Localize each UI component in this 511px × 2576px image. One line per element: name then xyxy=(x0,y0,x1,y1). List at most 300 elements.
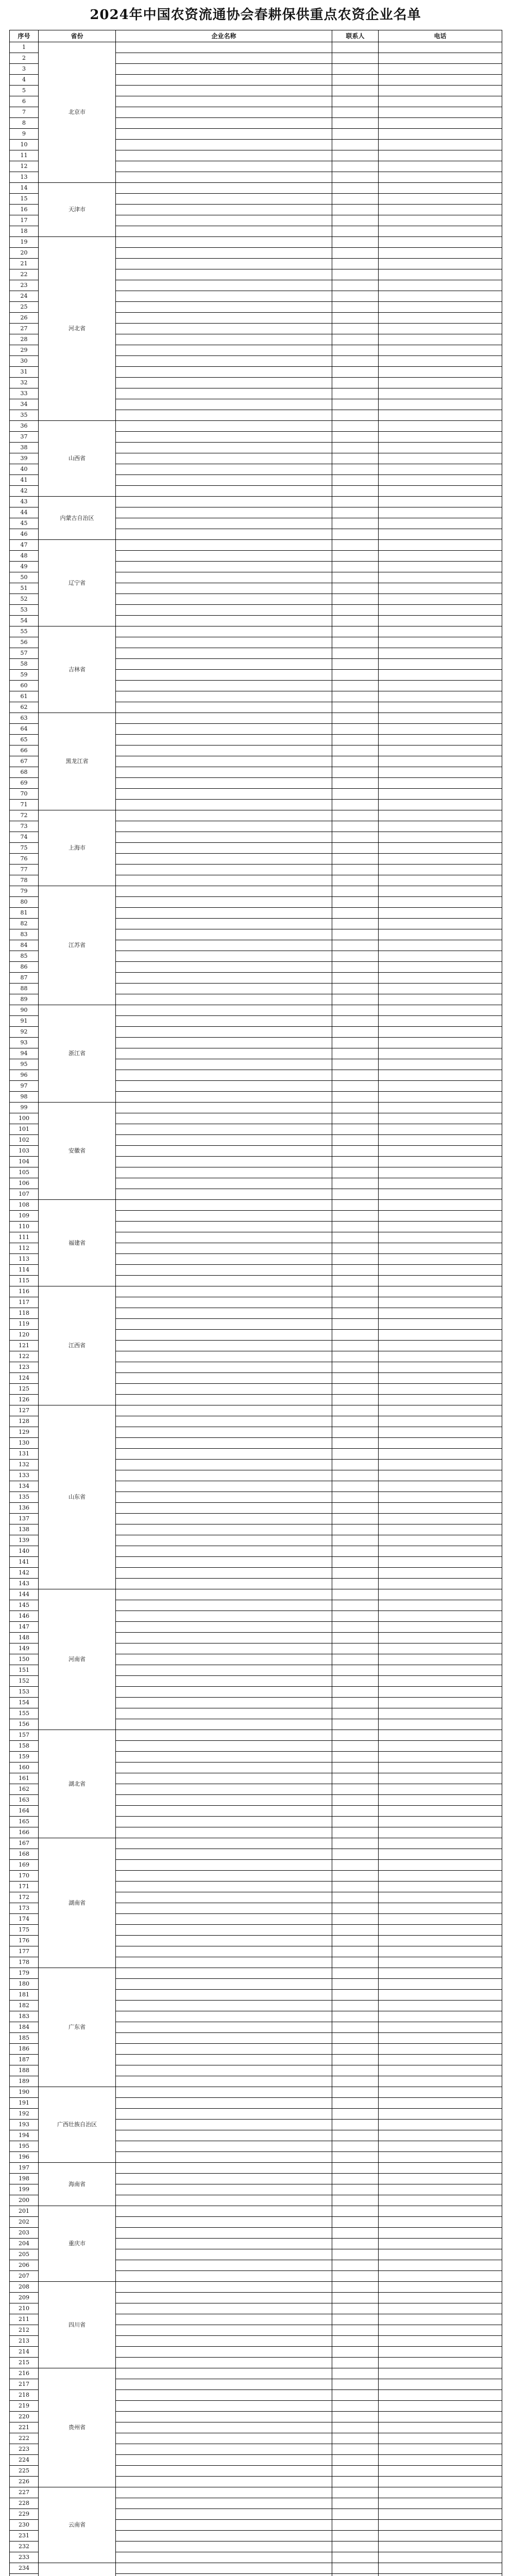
company-cell xyxy=(116,2368,332,2379)
contact-cell xyxy=(332,832,379,843)
row-index-cell: 115 xyxy=(10,1276,39,1286)
company-cell xyxy=(116,1535,332,1546)
table-row xyxy=(10,237,502,248)
company-cell xyxy=(116,2509,332,2520)
contact-cell xyxy=(332,1990,379,2001)
row-index-cell: 58 xyxy=(10,659,39,670)
row-index-cell: 4 xyxy=(10,75,39,86)
company-cell xyxy=(116,1059,332,1070)
phone-cell xyxy=(379,1222,502,1232)
contact-cell xyxy=(332,248,379,259)
phone-cell xyxy=(379,2260,502,2271)
row-index-cell: 47 xyxy=(10,540,39,551)
row-index-cell: 183 xyxy=(10,2011,39,2022)
phone-cell xyxy=(379,745,502,756)
phone-cell xyxy=(379,324,502,334)
contact-cell xyxy=(332,399,379,410)
phone-cell xyxy=(379,464,502,475)
province-cell: 湖北省 xyxy=(39,1730,116,1838)
row-index-cell: 216 xyxy=(10,2368,39,2379)
company-cell xyxy=(116,475,332,486)
row-index-cell: 42 xyxy=(10,486,39,497)
contact-cell xyxy=(332,2076,379,2087)
company-cell xyxy=(116,2531,332,2541)
phone-cell xyxy=(379,1990,502,2001)
company-cell xyxy=(116,64,332,75)
row-index-cell: 70 xyxy=(10,789,39,800)
company-cell xyxy=(116,1817,332,1827)
row-index-cell: 130 xyxy=(10,1438,39,1449)
contact-cell xyxy=(332,2239,379,2249)
company-cell xyxy=(116,1633,332,1643)
contact-cell xyxy=(332,1579,379,1589)
phone-cell xyxy=(379,2552,502,2563)
contact-cell xyxy=(332,1070,379,1081)
contact-cell xyxy=(332,1838,379,1849)
table-row xyxy=(10,1005,502,1016)
contact-cell xyxy=(332,1189,379,1200)
row-index-cell: 175 xyxy=(10,1925,39,1936)
row-index-cell: 201 xyxy=(10,2206,39,2217)
phone-cell xyxy=(379,2541,502,2552)
phone-cell xyxy=(379,583,502,594)
row-index-cell: 55 xyxy=(10,626,39,637)
phone-cell xyxy=(379,205,502,215)
phone-cell xyxy=(379,2022,502,2033)
contact-cell xyxy=(332,2130,379,2141)
contact-cell xyxy=(332,2109,379,2120)
company-cell xyxy=(116,1157,332,1167)
company-cell xyxy=(116,865,332,875)
phone-cell xyxy=(379,735,502,745)
contact-cell xyxy=(332,118,379,129)
phone-cell xyxy=(379,1146,502,1157)
row-index-cell: 97 xyxy=(10,1081,39,1092)
company-cell xyxy=(116,1708,332,1719)
company-cell xyxy=(116,984,332,994)
phone-cell xyxy=(379,2509,502,2520)
phone-cell xyxy=(379,1676,502,1687)
company-cell xyxy=(116,432,332,443)
company-cell xyxy=(116,681,332,691)
row-index-cell: 187 xyxy=(10,2055,39,2065)
contact-cell xyxy=(332,421,379,432)
company-cell xyxy=(116,378,332,388)
company-cell xyxy=(116,897,332,908)
phone-cell xyxy=(379,1157,502,1167)
phone-cell xyxy=(379,2163,502,2174)
phone-cell xyxy=(379,778,502,789)
column-header-phone: 电话 xyxy=(379,30,502,42)
row-index-cell: 212 xyxy=(10,2325,39,2336)
row-index-cell: 198 xyxy=(10,2174,39,2184)
phone-cell xyxy=(379,1005,502,1016)
contact-cell xyxy=(332,1925,379,1936)
enterprise-table xyxy=(9,30,502,2576)
company-cell xyxy=(116,2206,332,2217)
contact-cell xyxy=(332,1222,379,1232)
company-cell xyxy=(116,1416,332,1427)
contact-cell xyxy=(332,205,379,215)
contact-cell xyxy=(332,2055,379,2065)
phone-cell xyxy=(379,648,502,659)
row-index-cell: 208 xyxy=(10,2282,39,2293)
table-row xyxy=(10,1200,502,1211)
phone-cell xyxy=(379,908,502,919)
contact-cell xyxy=(332,1232,379,1243)
phone-cell xyxy=(379,919,502,929)
company-cell xyxy=(116,1643,332,1654)
contact-cell xyxy=(332,2163,379,2174)
phone-cell xyxy=(379,2477,502,2487)
row-index-cell: 221 xyxy=(10,2422,39,2433)
row-index-cell: 14 xyxy=(10,183,39,194)
row-index-cell: 74 xyxy=(10,832,39,843)
company-cell xyxy=(116,1135,332,1146)
contact-cell xyxy=(332,929,379,940)
company-cell xyxy=(116,226,332,237)
phone-cell xyxy=(379,929,502,940)
row-index-cell: 170 xyxy=(10,1871,39,1882)
phone-cell xyxy=(379,767,502,778)
company-cell xyxy=(116,670,332,681)
table-row xyxy=(10,1286,502,1297)
company-cell xyxy=(116,507,332,518)
row-index-cell: 11 xyxy=(10,150,39,161)
company-cell xyxy=(116,291,332,302)
row-index-cell: 214 xyxy=(10,2347,39,2358)
company-cell xyxy=(116,1254,332,1265)
company-cell xyxy=(116,1795,332,1806)
contact-cell xyxy=(332,1557,379,1568)
contact-cell xyxy=(332,648,379,659)
row-index-cell: 209 xyxy=(10,2293,39,2303)
row-index-cell: 73 xyxy=(10,821,39,832)
contact-cell xyxy=(332,2412,379,2422)
company-cell xyxy=(116,1092,332,1103)
table-row xyxy=(10,2487,502,2498)
phone-cell xyxy=(379,2001,502,2011)
company-cell xyxy=(116,973,332,984)
phone-cell xyxy=(379,821,502,832)
phone-cell xyxy=(379,1903,502,1914)
row-index-cell: 222 xyxy=(10,2433,39,2444)
company-cell xyxy=(116,2433,332,2444)
company-cell xyxy=(116,2293,332,2303)
phone-cell xyxy=(379,2336,502,2347)
row-index-cell: 191 xyxy=(10,2098,39,2109)
phone-cell xyxy=(379,962,502,973)
phone-cell xyxy=(379,2271,502,2282)
company-cell xyxy=(116,1243,332,1254)
row-index-cell: 50 xyxy=(10,572,39,583)
phone-cell xyxy=(379,2368,502,2379)
phone-cell xyxy=(379,1827,502,1838)
company-cell xyxy=(116,2087,332,2098)
contact-cell xyxy=(332,1481,379,1492)
company-cell xyxy=(116,572,332,583)
phone-cell xyxy=(379,1979,502,1990)
phone-cell xyxy=(379,1957,502,1968)
province-cell: 天津市 xyxy=(39,183,116,237)
company-cell xyxy=(116,1524,332,1535)
phone-cell xyxy=(379,951,502,962)
company-cell xyxy=(116,2001,332,2011)
company-cell xyxy=(116,562,332,572)
phone-cell xyxy=(379,713,502,724)
contact-cell xyxy=(332,1113,379,1124)
province-cell: 河南省 xyxy=(39,1589,116,1730)
row-index-cell: 59 xyxy=(10,670,39,681)
phone-cell xyxy=(379,2195,502,2206)
contact-cell xyxy=(332,1806,379,1817)
row-index-cell: 159 xyxy=(10,1752,39,1762)
phone-cell xyxy=(379,1817,502,1827)
company-cell xyxy=(116,1200,332,1211)
phone-cell xyxy=(379,367,502,378)
company-cell xyxy=(116,2520,332,2531)
phone-cell xyxy=(379,1297,502,1308)
row-index-cell: 1 xyxy=(10,42,39,53)
row-index-cell: 20 xyxy=(10,248,39,259)
contact-cell xyxy=(332,475,379,486)
contact-cell xyxy=(332,1708,379,1719)
phone-cell xyxy=(379,2487,502,2498)
company-cell xyxy=(116,194,332,205)
phone-cell xyxy=(379,1838,502,1849)
company-cell xyxy=(116,1990,332,2001)
row-index-cell: 84 xyxy=(10,940,39,951)
province-cell: 贵州省 xyxy=(39,2368,116,2487)
company-cell xyxy=(116,756,332,767)
contact-cell xyxy=(332,1416,379,1427)
phone-cell xyxy=(379,1254,502,1265)
phone-cell xyxy=(379,1481,502,1492)
phone-cell xyxy=(379,2563,502,2574)
company-cell xyxy=(116,443,332,453)
company-cell xyxy=(116,2455,332,2466)
row-index-cell: 36 xyxy=(10,421,39,432)
company-cell xyxy=(116,497,332,507)
company-cell xyxy=(116,789,332,800)
contact-cell xyxy=(332,540,379,551)
phone-cell xyxy=(379,2325,502,2336)
phone-cell xyxy=(379,626,502,637)
company-cell xyxy=(116,648,332,659)
company-cell xyxy=(116,2174,332,2184)
contact-cell xyxy=(332,183,379,194)
company-cell xyxy=(116,1341,332,1351)
company-cell xyxy=(116,1016,332,1027)
table-row xyxy=(10,1838,502,1849)
row-index-cell: 43 xyxy=(10,497,39,507)
company-cell xyxy=(116,529,332,540)
contact-cell xyxy=(332,2466,379,2477)
company-cell xyxy=(116,1806,332,1817)
phone-cell xyxy=(379,724,502,735)
company-cell xyxy=(116,1438,332,1449)
phone-cell xyxy=(379,53,502,64)
phone-cell xyxy=(379,150,502,161)
contact-cell xyxy=(332,486,379,497)
table-row xyxy=(10,1405,502,1416)
row-index-cell: 158 xyxy=(10,1741,39,1752)
contact-cell xyxy=(332,507,379,518)
contact-cell xyxy=(332,1643,379,1654)
contact-cell xyxy=(332,637,379,648)
province-cell: 山东省 xyxy=(39,1405,116,1589)
contact-cell xyxy=(332,2001,379,2011)
contact-cell xyxy=(332,378,379,388)
province-cell: 辽宁省 xyxy=(39,540,116,626)
phone-cell xyxy=(379,594,502,605)
row-index-cell: 108 xyxy=(10,1200,39,1211)
phone-cell xyxy=(379,96,502,107)
phone-cell xyxy=(379,2520,502,2531)
row-index-cell: 219 xyxy=(10,2401,39,2412)
phone-cell xyxy=(379,1784,502,1795)
phone-cell xyxy=(379,1308,502,1319)
row-index-cell: 29 xyxy=(10,345,39,356)
contact-cell xyxy=(332,2325,379,2336)
row-index-cell: 19 xyxy=(10,237,39,248)
contact-cell xyxy=(332,724,379,735)
phone-cell xyxy=(379,356,502,367)
row-index-cell: 12 xyxy=(10,161,39,172)
company-cell xyxy=(116,1178,332,1189)
row-index-cell: 167 xyxy=(10,1838,39,1849)
phone-cell xyxy=(379,1092,502,1103)
province-cell: 内蒙古自治区 xyxy=(39,497,116,540)
phone-cell xyxy=(379,432,502,443)
row-index-cell: 133 xyxy=(10,1470,39,1481)
table-row xyxy=(10,1103,502,1113)
company-cell xyxy=(116,96,332,107)
phone-cell xyxy=(379,1719,502,1730)
company-cell xyxy=(116,1579,332,1589)
company-cell xyxy=(116,1849,332,1860)
row-index-cell: 204 xyxy=(10,2239,39,2249)
contact-cell xyxy=(332,2282,379,2293)
contact-cell xyxy=(332,324,379,334)
contact-cell xyxy=(332,86,379,96)
company-cell xyxy=(116,453,332,464)
table-row xyxy=(10,1730,502,1741)
row-index-cell: 99 xyxy=(10,1103,39,1113)
row-index-cell: 94 xyxy=(10,1048,39,1059)
contact-cell xyxy=(332,2401,379,2412)
row-index-cell: 121 xyxy=(10,1341,39,1351)
contact-cell xyxy=(332,1135,379,1146)
phone-cell xyxy=(379,1708,502,1719)
company-cell xyxy=(116,1232,332,1243)
contact-cell xyxy=(332,2541,379,2552)
phone-cell xyxy=(379,1460,502,1470)
company-cell xyxy=(116,2217,332,2228)
contact-cell xyxy=(332,2498,379,2509)
phone-cell xyxy=(379,388,502,399)
company-cell xyxy=(116,810,332,821)
company-cell xyxy=(116,1752,332,1762)
company-cell xyxy=(116,464,332,475)
contact-cell xyxy=(332,626,379,637)
phone-cell xyxy=(379,1936,502,1946)
phone-cell xyxy=(379,1687,502,1698)
company-cell xyxy=(116,1167,332,1178)
phone-cell xyxy=(379,1925,502,1936)
phone-cell xyxy=(379,140,502,150)
contact-cell xyxy=(332,691,379,702)
contact-cell xyxy=(332,605,379,616)
row-index-cell: 81 xyxy=(10,908,39,919)
phone-cell xyxy=(379,2433,502,2444)
contact-cell xyxy=(332,2184,379,2195)
phone-cell xyxy=(379,1135,502,1146)
phone-cell xyxy=(379,118,502,129)
row-index-cell: 48 xyxy=(10,551,39,562)
contact-cell xyxy=(332,1687,379,1698)
row-index-cell: 168 xyxy=(10,1849,39,1860)
contact-cell xyxy=(332,1752,379,1762)
contact-cell xyxy=(332,1514,379,1524)
phone-cell xyxy=(379,507,502,518)
row-index-cell: 26 xyxy=(10,313,39,324)
row-index-cell: 116 xyxy=(10,1286,39,1297)
phone-cell xyxy=(379,2574,502,2576)
contact-cell xyxy=(332,865,379,875)
contact-cell xyxy=(332,1795,379,1806)
company-cell xyxy=(116,2249,332,2260)
company-cell xyxy=(116,107,332,118)
contact-cell xyxy=(332,302,379,313)
contact-cell xyxy=(332,562,379,572)
contact-cell xyxy=(332,962,379,973)
contact-cell xyxy=(332,1341,379,1351)
company-cell xyxy=(116,2390,332,2401)
contact-cell xyxy=(332,2260,379,2271)
row-index-cell: 27 xyxy=(10,324,39,334)
row-index-cell: 64 xyxy=(10,724,39,735)
contact-cell xyxy=(332,1698,379,1708)
company-cell xyxy=(116,1492,332,1503)
company-cell xyxy=(116,1146,332,1157)
contact-cell xyxy=(332,1979,379,1990)
row-index-cell: 104 xyxy=(10,1157,39,1167)
company-cell xyxy=(116,140,332,150)
phone-cell xyxy=(379,800,502,810)
row-index-cell: 69 xyxy=(10,778,39,789)
phone-cell xyxy=(379,1265,502,1276)
row-index-cell: 132 xyxy=(10,1460,39,1470)
row-index-cell: 3 xyxy=(10,64,39,75)
company-cell xyxy=(116,2044,332,2055)
company-cell xyxy=(116,2239,332,2249)
row-index-cell: 30 xyxy=(10,356,39,367)
phone-cell xyxy=(379,637,502,648)
company-cell xyxy=(116,962,332,973)
row-index-cell: 139 xyxy=(10,1535,39,1546)
contact-cell xyxy=(332,2152,379,2163)
row-index-cell: 101 xyxy=(10,1124,39,1135)
row-index-cell: 63 xyxy=(10,713,39,724)
row-index-cell: 60 xyxy=(10,681,39,691)
contact-cell xyxy=(332,702,379,713)
phone-cell xyxy=(379,1968,502,1979)
phone-cell xyxy=(379,226,502,237)
phone-cell xyxy=(379,865,502,875)
table-row xyxy=(10,810,502,821)
contact-cell xyxy=(332,96,379,107)
